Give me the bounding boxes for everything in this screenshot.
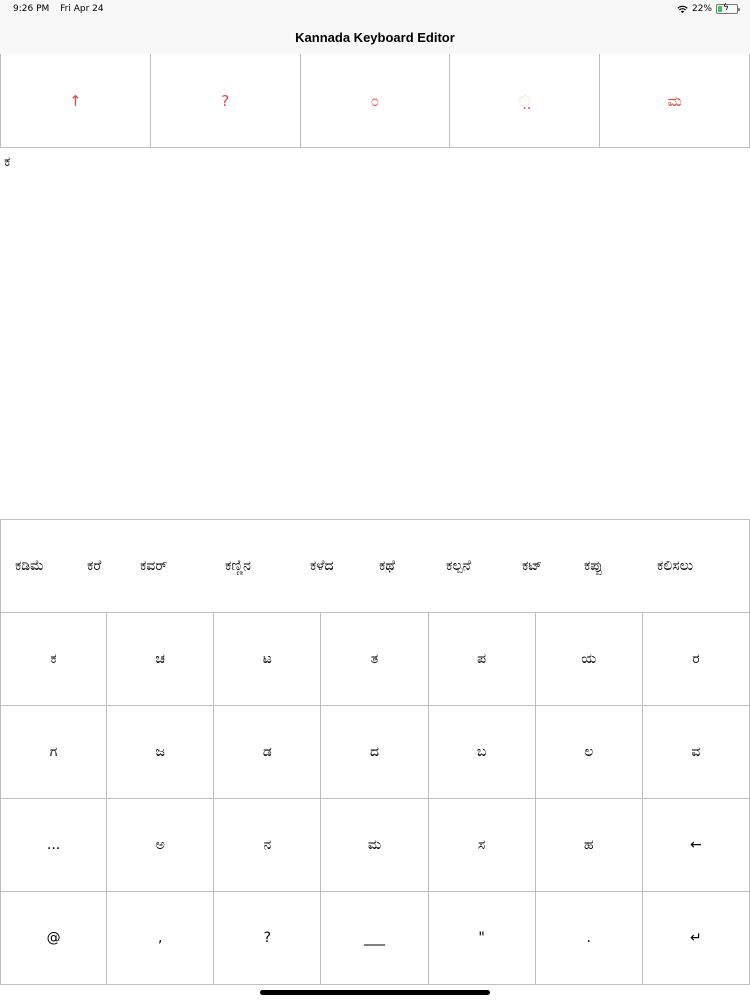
keyboard-key[interactable]: ಮ <box>321 799 428 892</box>
status-time: 9:26 PM <box>13 4 50 14</box>
keyboard-key[interactable]: ಬ <box>429 706 536 799</box>
suggestion-item[interactable]: ಕಪ್ಪು <box>584 558 603 574</box>
battery-icon <box>716 4 738 14</box>
page-title: Kannada Keyboard Editor <box>295 29 455 45</box>
key-grid <box>0 613 750 985</box>
keyboard-key[interactable]: ಯ <box>536 613 643 706</box>
keyboard-key[interactable]: ಟ <box>214 613 321 706</box>
top-key[interactable]: ೦ <box>300 54 450 147</box>
keyboard-key[interactable]: ಕ <box>0 613 107 706</box>
status-date: Fri Apr 24 <box>60 4 104 14</box>
suggestion-item[interactable]: ಕಲ್ಪನೆ <box>446 558 471 574</box>
top-key[interactable]: ಼ <box>449 54 599 147</box>
battery-percent: 22% <box>691 4 712 14</box>
top-key-row <box>0 54 750 148</box>
status-left <box>13 4 112 14</box>
home-indicator <box>260 990 490 995</box>
status-bar <box>0 0 750 20</box>
keyboard-key[interactable]: ವ <box>643 706 750 799</box>
keyboard-key[interactable]: , <box>107 892 214 985</box>
suggestion-item[interactable]: ಕಣ್ಣಿನ <box>225 558 251 574</box>
keyboard-key[interactable]: ಚ <box>107 613 214 706</box>
keyboard-key[interactable]: @ <box>0 892 107 985</box>
keyboard-key[interactable]: ಅ <box>107 799 214 892</box>
suggestion-item[interactable]: ಕವರ್ <box>140 558 168 574</box>
suggestion-bar <box>0 520 750 613</box>
wifi-icon <box>677 5 688 14</box>
keyboard-key[interactable]: ಲ <box>536 706 643 799</box>
keyboard-key[interactable]: ಸ <box>429 799 536 892</box>
keyboard-key[interactable]: ಡ <box>214 706 321 799</box>
keyboard-key[interactable]: ← <box>643 799 750 892</box>
top-key[interactable]: ↑ <box>0 54 150 147</box>
keyboard-key[interactable]: ... <box>0 799 107 892</box>
top-key[interactable]: ಮ <box>599 54 750 147</box>
keyboard-key[interactable]: ಹ <box>536 799 643 892</box>
keyboard-key[interactable]: ತ <box>321 613 428 706</box>
keyboard-key[interactable]: ಜ <box>107 706 214 799</box>
suggestion-item[interactable]: ಕಳೆದ <box>310 558 334 574</box>
suggestion-item[interactable]: ಕಡಿಮೆ <box>15 558 44 574</box>
suggestion-item[interactable]: ಕಟ್ <box>522 558 543 574</box>
status-right <box>677 4 738 14</box>
keyboard-key[interactable]: ಗ <box>0 706 107 799</box>
top-key[interactable]: ? <box>150 54 300 147</box>
text-editor[interactable] <box>0 148 750 519</box>
navigation-bar <box>0 20 750 55</box>
editor-text: ಕ <box>4 154 11 170</box>
battery-fill <box>718 6 722 12</box>
keyboard-key[interactable]: . <box>536 892 643 985</box>
keyboard-key[interactable]: ↵ <box>643 892 750 985</box>
keyboard-key[interactable]: ನ <box>214 799 321 892</box>
keyboard-key[interactable]: ರ <box>643 613 750 706</box>
keyboard-key[interactable]: ಪ <box>429 613 536 706</box>
suggestion-item[interactable]: ಕಲಿಸಲು <box>657 558 694 574</box>
keyboard-key[interactable]: " <box>429 892 536 985</box>
kannada-keyboard <box>0 519 750 986</box>
keyboard-key[interactable]: ದ <box>321 706 428 799</box>
suggestion-item[interactable]: ಕರೆ <box>87 558 102 574</box>
keyboard-key[interactable]: ? <box>214 892 321 985</box>
keyboard-key[interactable]: ___ <box>321 892 428 985</box>
charging-bolt-icon: ϟ <box>723 3 729 13</box>
suggestion-item[interactable]: ಕಥೆ <box>379 558 395 574</box>
